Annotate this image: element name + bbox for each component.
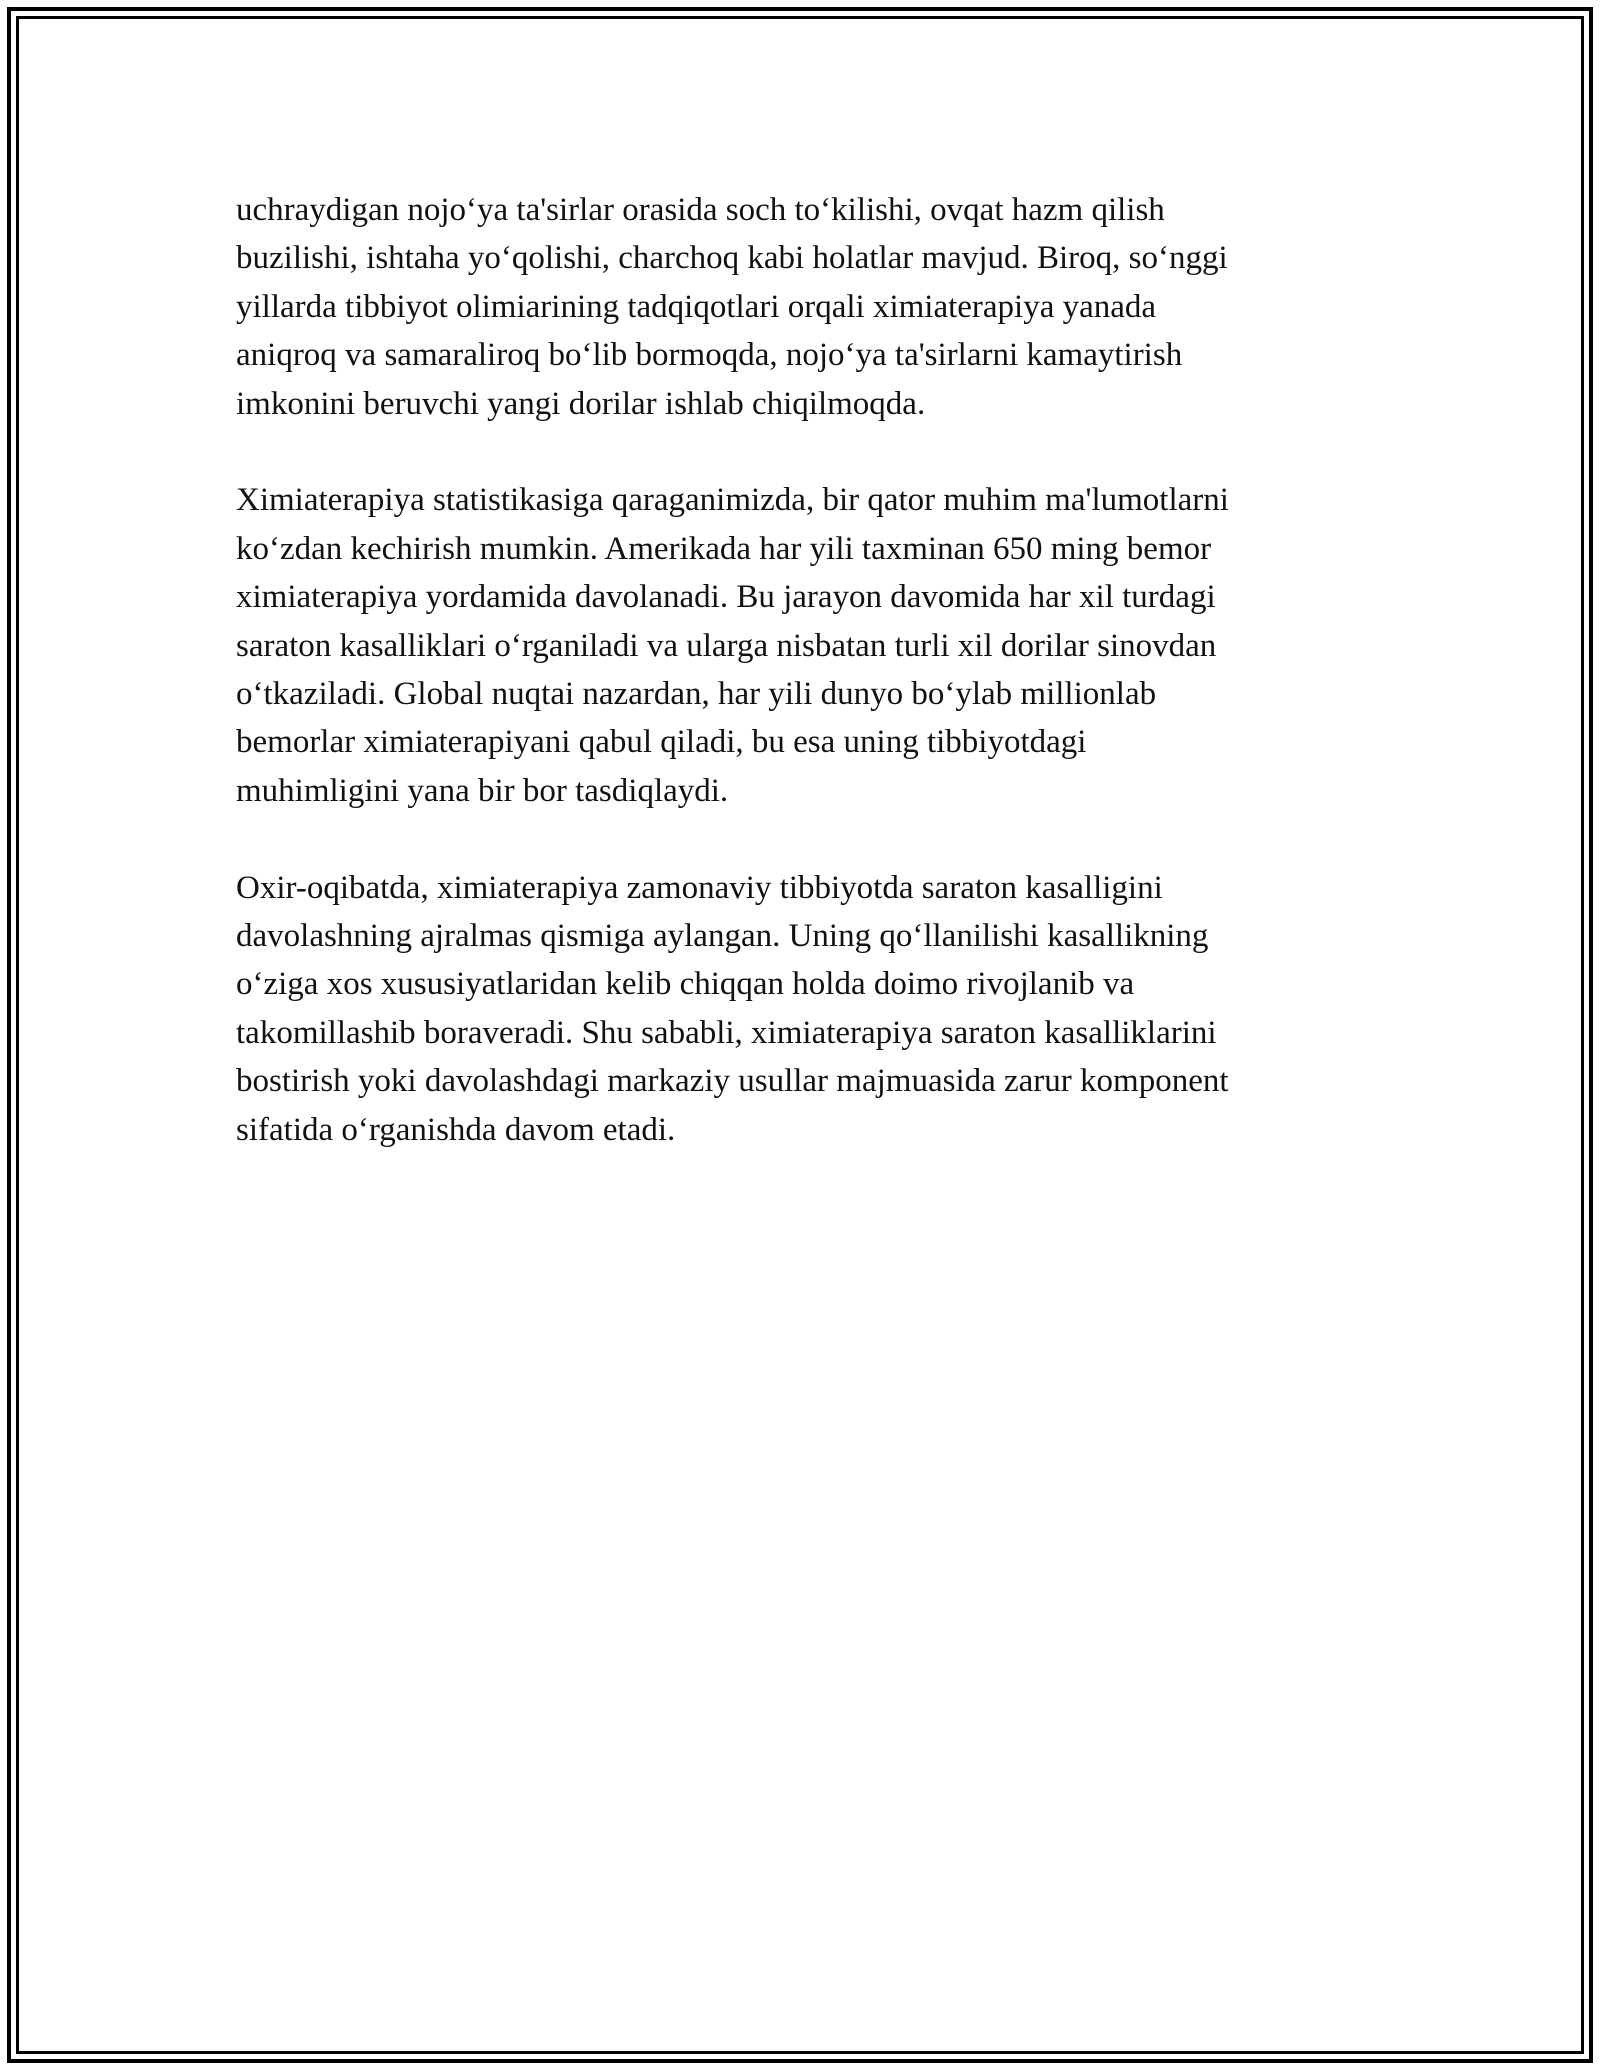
- paragraph-side-effects: uchraydigan nojo‘ya ta'sirlar orasida soch to‘kilishi, ovqat hazm qilish buzilishi, ishtaha yo‘qolishi, charchoq kabi holatlar mavjud. Biroq, so‘nggi yillarda tibbiyot olimiarining tadqiqotlari orqali ximiaterapiya yanada aniqroq va samaraliroq bo‘lib bormoqda, nojo‘ya ta'sirlarni kamaytirish imkonini beruvchi yangi dorilar ishlab chiqilmoqda.: [236, 192, 1228, 422]
- paragraph-statistics: Ximiaterapiya statistikasiga qaraganimizda, bir qator muhim ma'lumotlarni ko‘zdan kechirish mumkin. Amerikada har yili taxminan 650 ming bemor ximiaterapiya yordamida davolanadi. Bu jarayon davomida har xil turdagi saraton kasalliklari o‘rganiladi va ularga nisbatan turli xil dorilar sinovdan o‘tkaziladi. Global nuqtai nazardan, har yili dunyo bo‘ylab millionlab bemorlar ximiaterapiyani qabul qiladi, bu esa uning tibbiyotdagi muhimligini yana bir bor tasdiqlaydi.: [236, 482, 1229, 809]
- document-body: [236, 186, 1366, 1202]
- paragraph-conclusion: Oxir-oqibatda, ximiaterapiya zamonaviy tibbiyotda saraton kasalligini davolashning ajralmas qismiga aylangan. Uning qo‘llanilishi kasallikning o‘ziga xos xususiyatlaridan kelib chiqqan holda doimo rivojlanib va takomillashib boraveradi. Shu sababli, ximiaterapiya saraton kasalliklarini bostirish yoki davolashdagi markaziy usullar majmuasida zarur komponent sifatida o‘rganishda davom etadi.: [236, 869, 1229, 1148]
